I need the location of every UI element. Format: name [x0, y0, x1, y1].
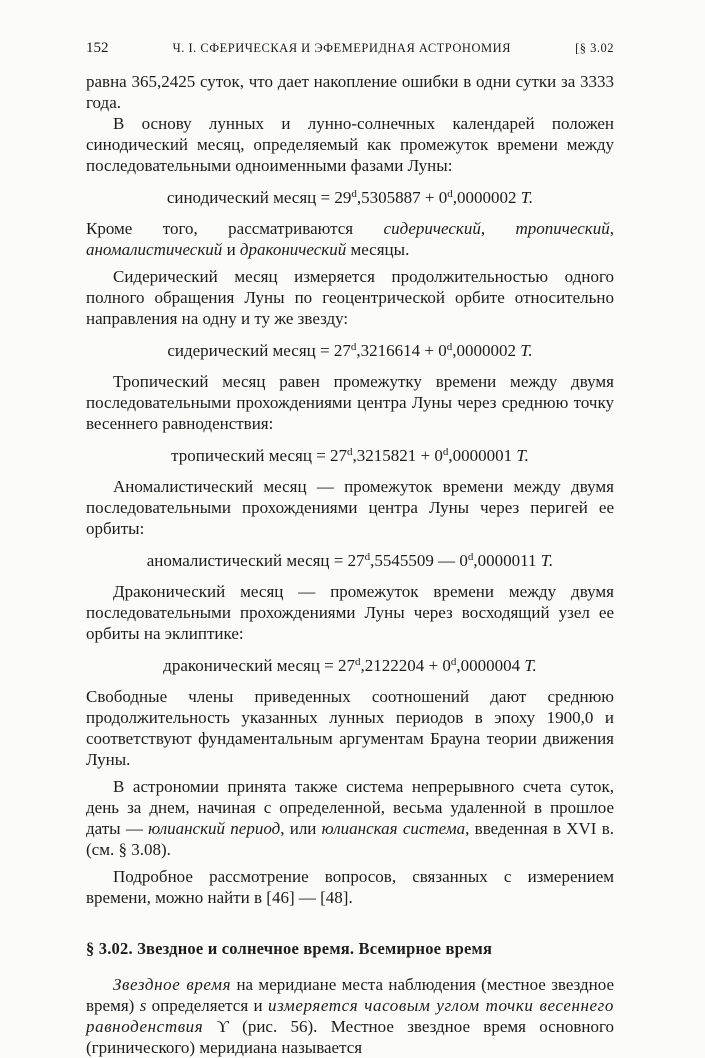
book-page	[86, 40, 614, 1058]
formula-draconic: драконический месяц = $27^d,2122204 + 0^d,0000004$ T.	[163, 656, 537, 675]
paragraph-draconic: Драконический месяц — промежуток времени между двумя последовательными прохождениями Луны через восходящий узел ее орбиты на эклиптике:	[86, 582, 614, 643]
formula-anomalistic: аномалистический месяц = $27^d,5545509$ — 0$^d$,0000011 T.	[146, 551, 554, 570]
formula-tropical: тропический месяц = $27^d,3215821 + 0^d,0000001$ T.	[171, 446, 529, 465]
paragraph-sidereal: Сидерический месяц измеряется продолжительностью одного полного обращения Луны по геоцентрической орбите относительно направления на одну и ту же звезду:	[86, 267, 614, 328]
page-number: 152	[86, 40, 109, 56]
paragraph-tropical: Тропический месяц равен промежутку времени между двумя последовательными прохождениями центра Луны через среднюю точку весеннего равноденствия:	[86, 372, 614, 433]
running-title: Ч. I. СФЕРИЧЕСКАЯ И ЭФЕМЕРИДНАЯ АСТРОНОМИЯ	[172, 41, 511, 55]
paragraph-references: Подробное рассмотрение вопросов, связанных с измерением времени, можно найти в [46] — [48].	[86, 867, 614, 907]
running-header	[86, 40, 614, 57]
paragraph-free-terms: Свободные члены приведенных соотношений дают среднюю продолжительность указанных лунных периодов в эпоху 1900,0 и соответствуют фундаментальным аргументам Брауна теории движения Луны.	[86, 687, 614, 769]
formula-synodic: синодический месяц = $29^d,5305887 + 0^d,0000002$ T.	[166, 188, 534, 207]
section-heading: § 3.02. Звездное и солнечное время. Всемирное время	[86, 939, 493, 958]
paragraph-anomalistic: Аномалистический месяц — промежуток времени между двумя последовательными прохождениями центра Луны через перигей ее орбиты:	[86, 477, 614, 538]
paragraph-julian: В астрономии принята также система непрерывного счета суток, день за днем, начиная с определенной, весьма удаленной в прошлое даты — юлианский период, или юлианская система, введенная в XVI в. (см. § 3.08).	[86, 777, 614, 859]
section-reference: [§ 3.02	[575, 41, 614, 55]
formula-sidereal: сидерический месяц = $27^d,3216614 + 0^d,0000002$ T.	[167, 341, 533, 360]
paragraph-synodic-intro: В основу лунных и лунно-солнечных календарей положен синодический месяц, определяемый как промежуток времени между последовательными одноименными фазами Луны:	[86, 114, 614, 175]
paragraph-year-length: равна 365,2425 суток, что дает накопление ошибки в одни сутки за 3333 года.	[86, 72, 614, 112]
paragraph-sidereal-time: Звездное время на меридиане места наблюдения (местное звездное время) s определяется и измеряется часовым углом точки весеннего равноденствия ϒ (рис. 56). Местное звездное время основного (гринического) меридиана называется	[86, 975, 615, 1057]
paragraph-month-types: Кроме того, рассматриваются сидерический, тропический, аномалистический и драконический месяцы.	[86, 219, 614, 259]
